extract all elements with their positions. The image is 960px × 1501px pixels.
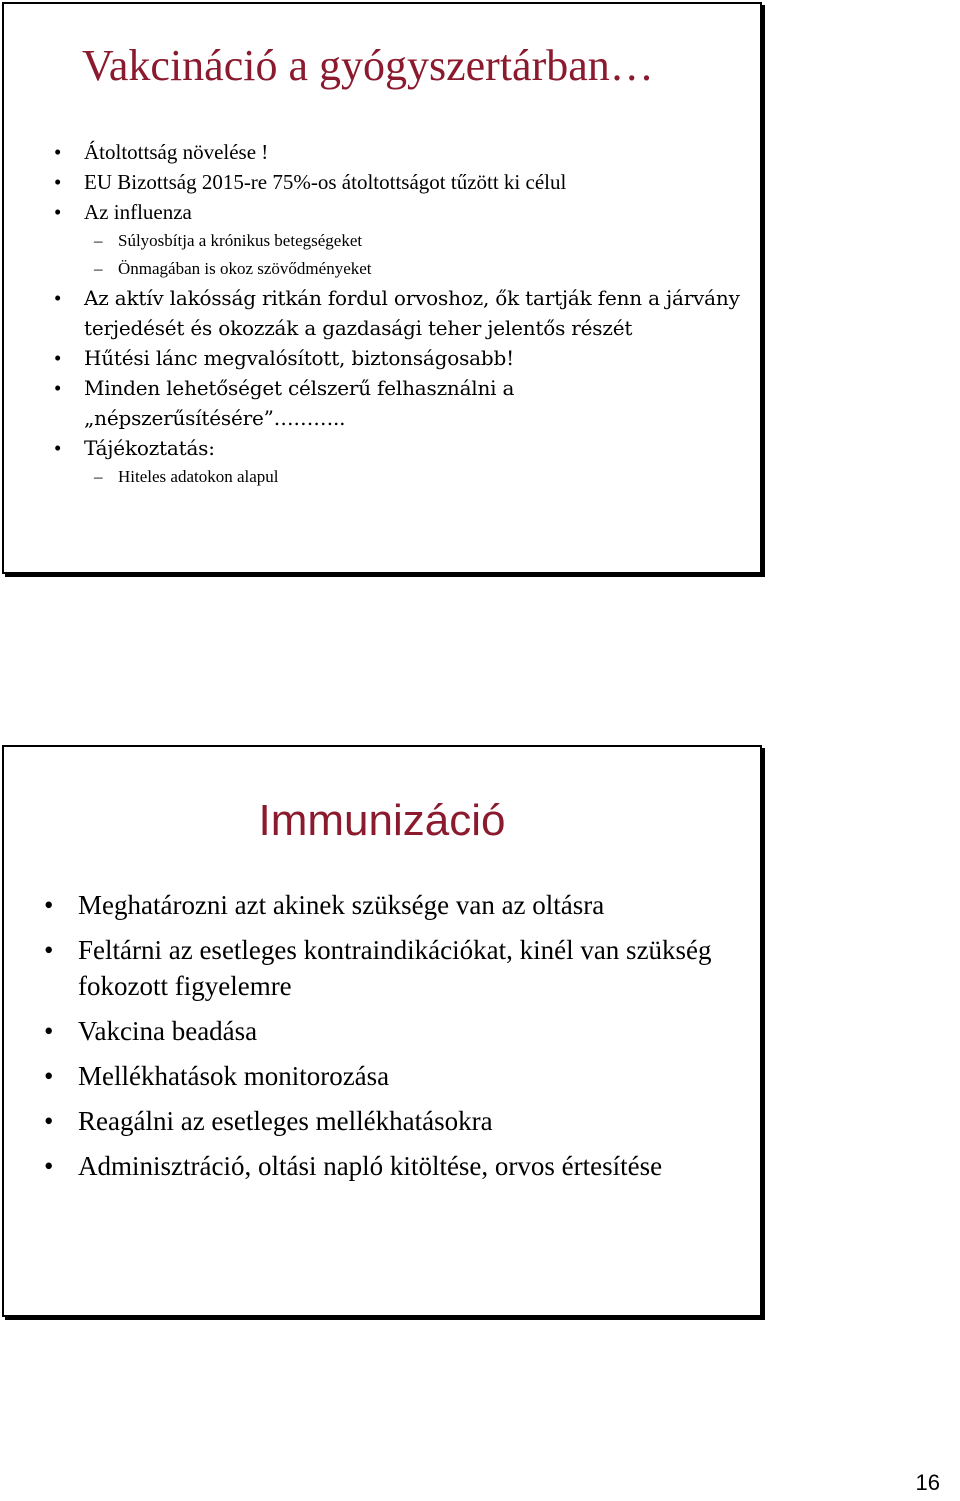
sub-item-text: Súlyosbítja a krónikus betegségeket xyxy=(118,231,363,250)
slide-title: Immunizáció xyxy=(258,796,506,845)
bullet-text: Az aktív lakósság ritkán fordul orvoshoz, ők tartják fenn a járvány terjedését és okozzák a gazdasági teher jelentős részét xyxy=(84,286,740,340)
bullet-text: Átoltottság növelése ! xyxy=(84,140,269,164)
bullet-text: Mellékhatások monitorozása xyxy=(78,1061,390,1091)
bullet-text: Tájékoztatás: xyxy=(84,436,215,460)
bullet-text: Adminisztráció, oltási napló kitöltése, orvos értesítése xyxy=(78,1151,663,1181)
list-item xyxy=(44,1013,744,1049)
list-item xyxy=(54,343,744,373)
list-item xyxy=(44,1148,744,1184)
slide-immunizacio xyxy=(2,745,762,1317)
bullet-icon: • xyxy=(44,890,54,920)
bullet-icon: • xyxy=(44,1061,54,1091)
bullet-icon: • xyxy=(44,1106,54,1136)
slide-title: Vakcináció a gyógyszertárban… xyxy=(82,41,654,90)
bullet-icon: • xyxy=(54,436,62,460)
bullet-icon: • xyxy=(54,200,62,224)
bullet-text: Vakcina beadása xyxy=(78,1016,258,1046)
list-item xyxy=(54,137,744,167)
sub-list-item xyxy=(84,463,744,491)
list-item xyxy=(44,1058,744,1094)
bullet-list xyxy=(44,887,744,1193)
bullet-icon: • xyxy=(44,935,54,965)
list-item xyxy=(54,197,744,283)
sub-list-item xyxy=(84,255,744,283)
list-item xyxy=(54,433,744,491)
bullet-text: Az influenza xyxy=(84,200,192,224)
bullet-icon: • xyxy=(54,286,62,310)
sub-list xyxy=(84,227,744,283)
list-item xyxy=(54,373,744,433)
bullet-text: Meghatározni azt akinek szüksége van az oltásra xyxy=(78,890,605,920)
sub-list-item xyxy=(84,227,744,255)
list-item xyxy=(54,167,744,197)
bullet-icon: • xyxy=(44,1151,54,1181)
dash-icon: – xyxy=(94,467,103,486)
list-item xyxy=(44,932,744,1004)
dash-icon: – xyxy=(94,259,103,278)
bullet-text: Feltárni az esetleges kontraindikációkat, kinél van szükség fokozott figyelemre xyxy=(78,935,712,1001)
bullet-text: Hűtési lánc megvalósított, biztonságosabb! xyxy=(84,346,514,370)
bullet-text: Minden lehetőséget célszerű felhasználni a „népszerűsítésére”……….. xyxy=(84,376,515,430)
bullet-text: EU Bizottság 2015-re 75%-os átoltottságot tűzött ki célul xyxy=(84,170,567,194)
sub-item-text: Hiteles adatokon alapul xyxy=(118,467,279,486)
slide-vakcinacio xyxy=(2,2,762,574)
sub-list xyxy=(84,463,744,491)
dash-icon: – xyxy=(94,231,103,250)
page-number: 16 xyxy=(915,1470,940,1495)
list-item xyxy=(54,283,744,343)
bullet-text: Reagálni az esetleges mellékhatásokra xyxy=(78,1106,493,1136)
bullet-icon: • xyxy=(54,346,62,370)
list-item xyxy=(44,1103,744,1139)
list-item xyxy=(44,887,744,923)
bullet-icon: • xyxy=(54,376,62,400)
sub-item-text: Önmagában is okoz szövődményeket xyxy=(118,259,372,278)
bullet-list xyxy=(54,137,744,491)
bullet-icon: • xyxy=(54,140,62,164)
bullet-icon: • xyxy=(44,1016,54,1046)
bullet-icon: • xyxy=(54,170,62,194)
